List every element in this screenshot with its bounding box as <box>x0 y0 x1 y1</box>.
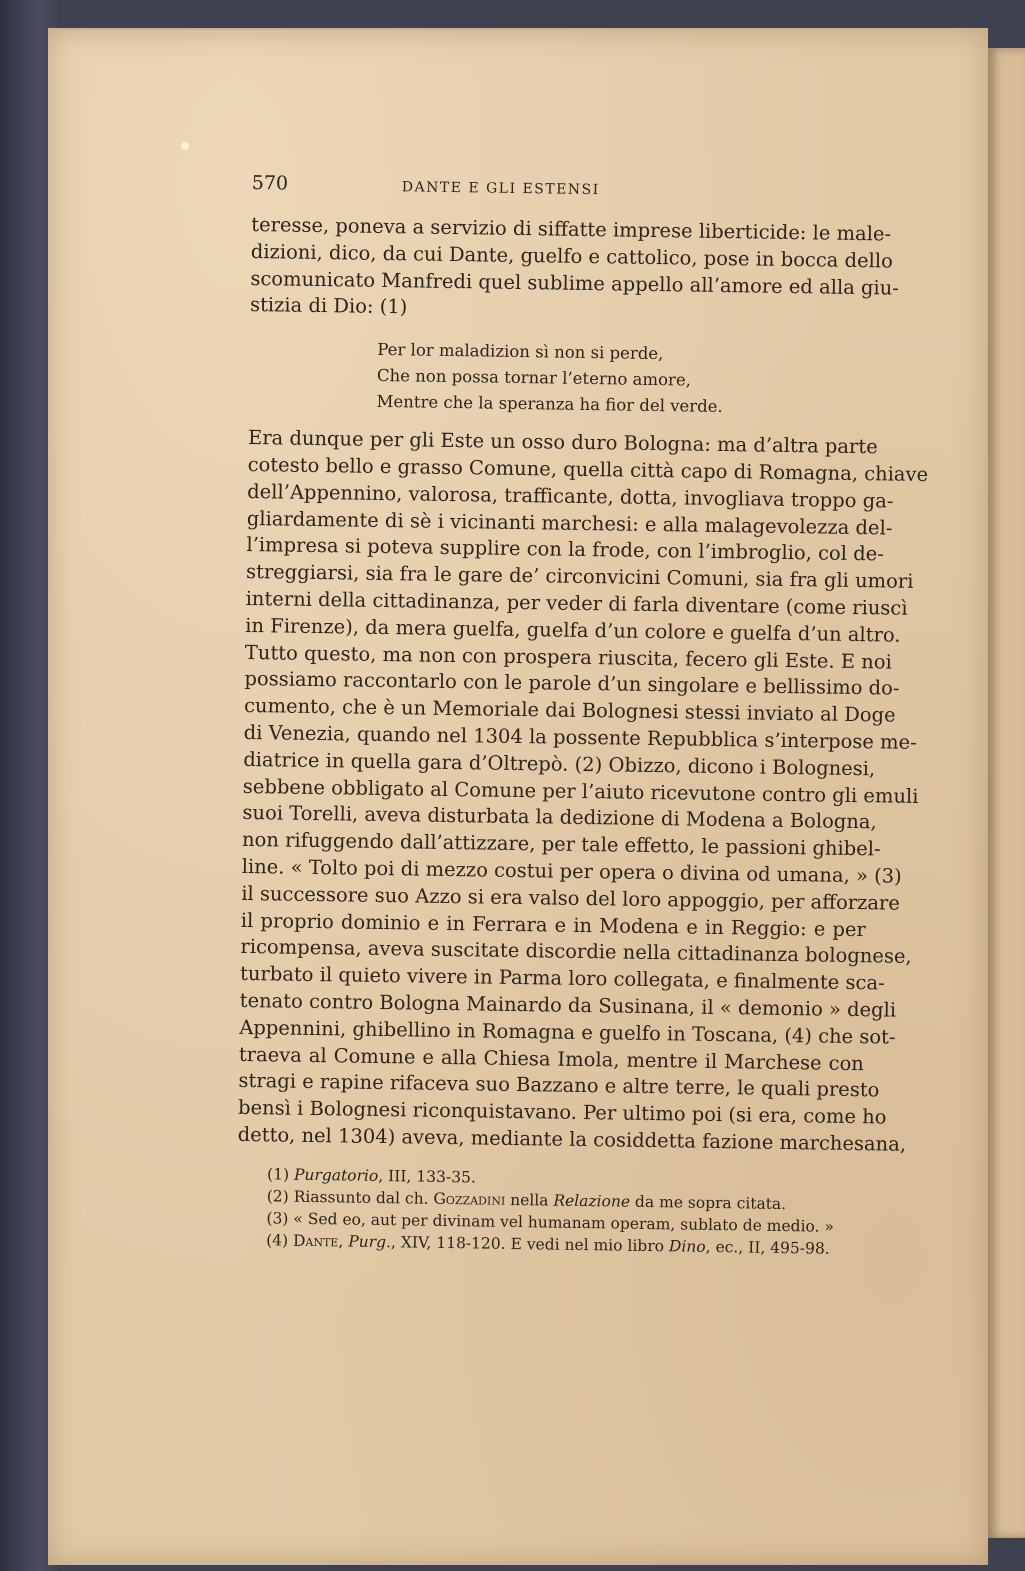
footnote-number: (3) <box>266 1209 289 1228</box>
text-line: stizia di Dio: (1) <box>249 293 408 319</box>
footnote-text: da me sopra citata. <box>629 1192 787 1213</box>
text-line: interni della cittadinanza, per veder di farla diventare (come riuscì <box>245 586 908 620</box>
page-content <box>236 172 929 1260</box>
verse-quotation <box>376 337 874 422</box>
footnote-4: (4) Dante, Purg., XIV, 118-120. E vedi nel mio libro Dino, ec., II, 495-98. <box>266 1231 830 1258</box>
footnote-work: Dino <box>668 1237 706 1256</box>
text-line: cotesto bello e grasso Comune, quella città capo di Romagna, chiave <box>247 452 929 487</box>
footnote-author: Gozzadini <box>433 1189 506 1209</box>
footnote-text: « Sed eo, aut per divinam vel humanam operam, sublato de medio. » <box>293 1209 835 1236</box>
text-line: streggiarsi, sia fra le gare de’ circonvicini Comuni, sia fra gli umori <box>245 560 914 594</box>
footnote-text: nella <box>505 1190 554 1210</box>
text-line: scomunicato Manfredi quel sublime appello all’amore ed alla giu- <box>250 266 900 300</box>
text-line: ricompensa, aveva suscitate discordie nella cittadinanza bolognese, <box>240 935 912 969</box>
facing-page-edge <box>988 48 1025 1538</box>
text-line: line. « Tolto poi di mezzo costui per opera o divina od umana, » (3) <box>241 854 902 888</box>
text-line: turbato il quieto vivere in Parma loro collegata, e finalmente sca- <box>239 962 885 995</box>
text-line: detto, nel 1304) aveva, mediante la cosiddetta fazione marchesana, <box>237 1122 907 1156</box>
text-line: il successore suo Azzo si era valso del loro appoggio, per afforzare <box>241 881 901 915</box>
paper-spot <box>181 142 189 150</box>
footnote-work: Relazione <box>553 1191 631 1211</box>
text-line: teresse, poneva a servizio di siffatte imprese liberticide: le male- <box>251 212 892 246</box>
text-line: dell’Appennino, valorosa, trafficante, dotta, invogliava troppo ga- <box>247 479 894 513</box>
verse-line: Per lor maladizion sì non si perde, <box>377 340 664 364</box>
text-line: dizioni, dico, da cui Dante, guelfo e cattolico, pose in bocca dello <box>250 239 893 273</box>
footnotes <box>236 1163 862 1260</box>
text-line: Tutto questo, ma non con prospera riuscita, fecero gli Este. E noi <box>244 640 892 674</box>
text-line: non rifuggendo dall’attizzare, per tale effetto, le passioni ghibel- <box>241 828 881 861</box>
footnote-ref: , III, 133-35. <box>378 1166 476 1187</box>
page-number: 570 <box>251 172 289 195</box>
footnote-number: (4) <box>266 1231 289 1250</box>
text-line: bensì i Bolognesi riconquistavano. Per ultimo poi (si era, come ho <box>237 1096 887 1129</box>
footnote-ref: , XIV, 118-120. E vedi nel mio libro <box>390 1232 670 1256</box>
text-line: il proprio dominio e in Ferrara e in Modena e in Reggio: e per <box>240 908 867 941</box>
paragraph-2 <box>237 425 929 1158</box>
text-line: Era dunque per gli Este un osso duro Bologna: ma d’altra parte <box>247 426 878 459</box>
footnote-work: Purgatorio <box>293 1165 379 1185</box>
text-line: in Firenze), da mera guelfa, guelfa d’un colore e guelfa d’un altro. <box>245 613 901 647</box>
text-line: suoi Torelli, aveva disturbata la dedizione di Modena a Bologna, <box>242 801 877 834</box>
text-line: l’impresa si poteva supplire con la frode, con l’imbroglio, col de- <box>246 533 884 566</box>
footnote-author: Dante <box>292 1231 339 1251</box>
verse-line: Che non possa tornar l’eterno amore, <box>376 366 692 390</box>
text-line: diatrice in quella gara d’Oltrepò. (2) Obizzo, dicono i Bolognesi, <box>243 747 876 781</box>
text-line: gliardamente di sè i vicinanti marchesi: e alla malagevolezza del- <box>246 506 893 540</box>
text-line: di Venezia, quando nel 1304 la possente Repubblica s’interpose me- <box>243 720 917 754</box>
verse-line: Mentre che la speranza ha fior del verde. <box>376 392 723 417</box>
text-line: cumento, che è un Memoriale dai Bolognesi stessi inviato al Doge <box>243 694 896 727</box>
footnote-text: Riassunto dal ch. <box>293 1187 434 1208</box>
footnote-work: Purg. <box>348 1232 392 1251</box>
footnote-ref: , ec., II, 495-98. <box>705 1237 830 1258</box>
running-head: DANTE E GLI ESTENSI <box>401 179 600 199</box>
text-line: stragi e rapine rifaceva suo Bazzano e altre terre, le quali presto <box>238 1069 880 1102</box>
paragraph-1 <box>249 212 900 328</box>
text-line: traeva al Comune e alla Chiesa Imola, mentre il Marchese con <box>238 1042 865 1075</box>
footnote-number: (1) <box>267 1165 290 1184</box>
text-line: possiamo raccontarlo con le parole d’un singolare e bellissimo do- <box>244 667 900 701</box>
text-line: tenato contro Bologna Mainardo da Susinana, il « demonio » degli <box>239 988 897 1022</box>
footnote-number: (2) <box>266 1187 289 1206</box>
text-line: sebbene obbligato al Comune per l’aiuto ricevutone contro gli emuli <box>242 774 919 808</box>
text-line: Appennini, ghibellino in Romagna e guelfo in Toscana, (4) che sot- <box>239 1015 896 1049</box>
